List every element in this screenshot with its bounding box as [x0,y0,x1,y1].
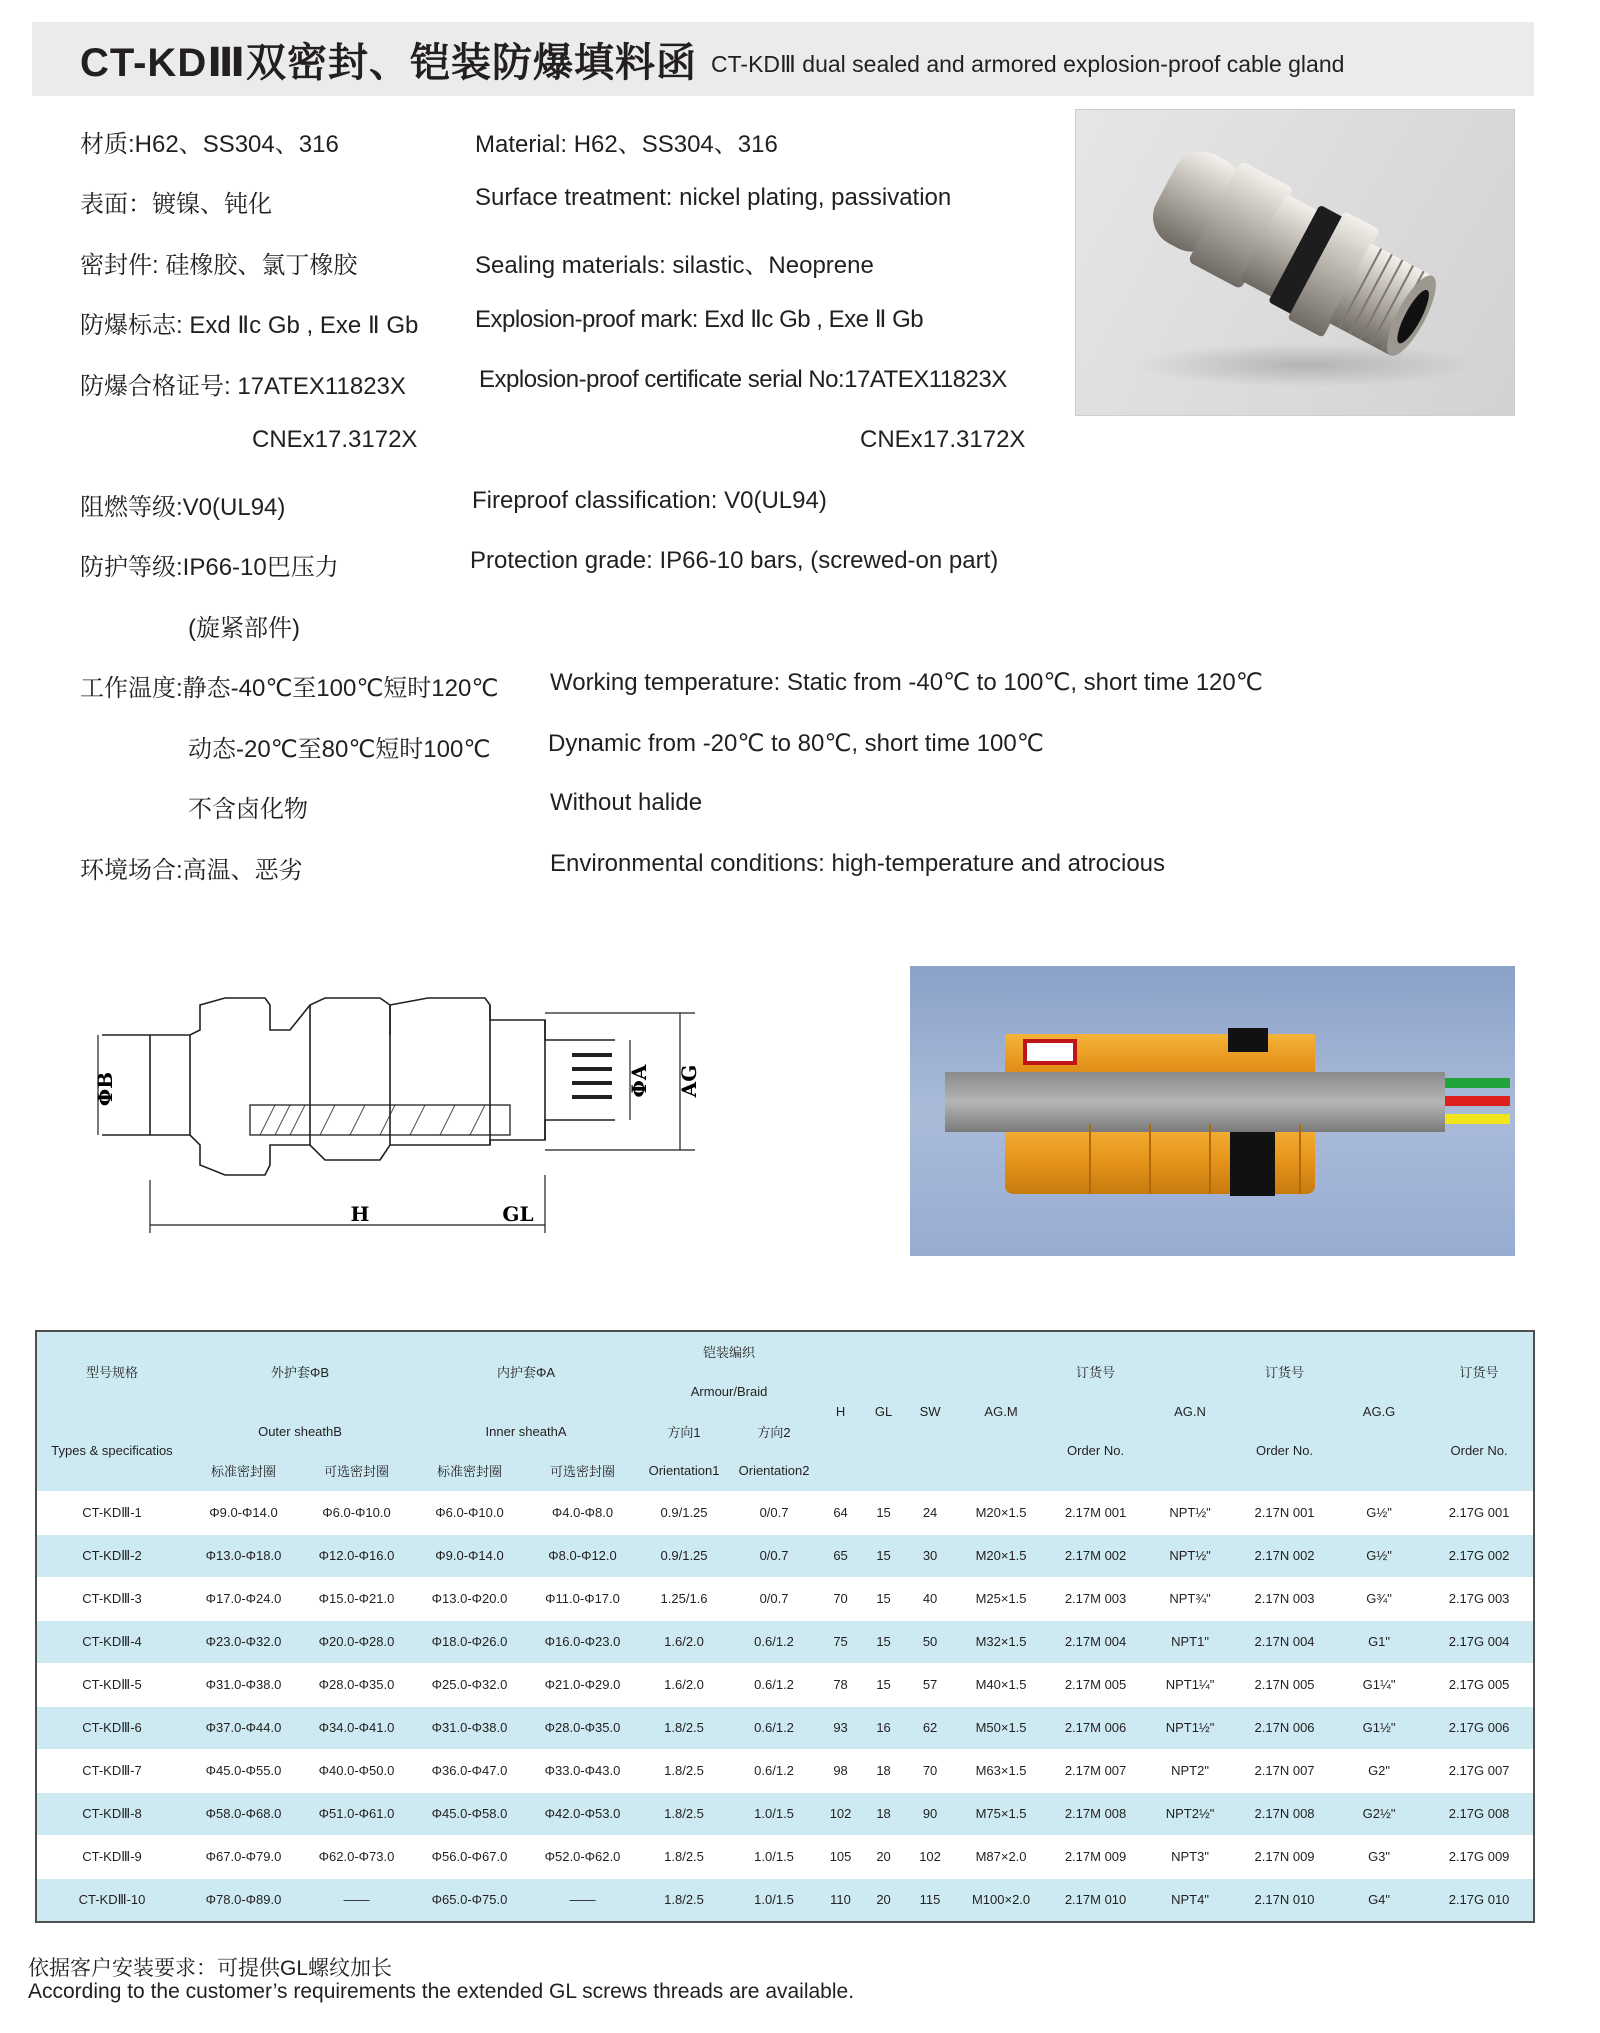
cell-inner-std: Φ36.0-Φ47.0 [413,1749,526,1792]
cell-h: 105 [819,1835,862,1878]
th-dir2-cn: 方向2 [729,1411,819,1451]
spec-cn-temp-dynamic: 动态-20℃至80℃短时100℃ [188,736,491,763]
cell-inner-opt: Φ42.0-Φ53.0 [526,1792,639,1835]
cell-ag-n: NPT1" [1144,1620,1236,1663]
cell-ag-n: NPT1¼" [1144,1663,1236,1706]
product-photo [1075,109,1515,416]
dimension-drawing [90,985,800,1235]
spec-en-certificate: Explosion-proof certificate serial No:17ATEX11823X [479,366,1007,393]
cell-dir1: 0.9/1.25 [639,1534,729,1577]
cell-ag-m: M50×1.5 [955,1706,1047,1749]
spec-cn-halide: 不含卤化物 [188,796,308,823]
cell-order-m: 2.17M 007 [1047,1749,1144,1792]
cell-ag-m: M20×1.5 [955,1491,1047,1534]
spec-en-fireproof: Fireproof classification: V0(UL94) [472,487,827,514]
cell-ag-m: M100×2.0 [955,1878,1047,1922]
cell-inner-opt: Φ28.0-Φ35.0 [526,1706,639,1749]
cell-outer-opt: Φ20.0-Φ28.0 [300,1620,413,1663]
cell-dir2: 1.0/1.5 [729,1835,819,1878]
table-row [36,1620,1534,1663]
cell-inner-opt: —— [526,1878,639,1922]
cell-gl: 15 [862,1577,905,1620]
cell-sw: 50 [905,1620,955,1663]
cell-gl: 16 [862,1706,905,1749]
cell-type: CT-KDⅢ-3 [36,1577,187,1620]
spec-en-ex-mark: Explosion-proof mark: Exd Ⅱc Gb , Exe Ⅱ Gb [475,306,924,333]
cell-inner-opt: Φ8.0-Φ12.0 [526,1534,639,1577]
cell-outer-opt: Φ62.0-Φ73.0 [300,1835,413,1878]
spec-en-halide: Without halide [550,789,703,816]
table-row [36,1663,1534,1706]
cell-sw: 40 [905,1577,955,1620]
cell-outer-std: Φ58.0-Φ68.0 [187,1792,300,1835]
cell-gl: 18 [862,1749,905,1792]
cell-type: CT-KDⅢ-9 [36,1835,187,1878]
cell-ag-n: NPT4" [1144,1878,1236,1922]
spec-cn-ex-mark: 防爆标志: Exd Ⅱc Gb , Exe Ⅱ Gb [80,312,419,339]
cell-order-m: 2.17M 003 [1047,1577,1144,1620]
cell-ag-g: G1½" [1333,1706,1425,1749]
cell-dir2: 1.0/1.5 [729,1878,819,1922]
cell-type: CT-KDⅢ-6 [36,1706,187,1749]
spec-en-temp-static: Working temperature: Static from -40℃ to 100℃, short time 120℃ [550,669,1263,696]
th-order-g-en: Order No. [1425,1411,1534,1491]
spec-en-env: Environmental conditions: high-temperature and atrocious [550,850,1166,877]
cell-inner-opt: Φ21.0-Φ29.0 [526,1663,639,1706]
cell-order-g: 2.17G 002 [1425,1534,1534,1577]
footer-cn: 依据客户安装要求：可提供GL螺纹加长 [28,1957,393,1980]
th-order-n-cn: 订货号 [1236,1331,1333,1411]
cell-ag-n: NPT2" [1144,1749,1236,1792]
cell-inner-std: Φ56.0-Φ67.0 [413,1835,526,1878]
cell-dir1: 1.8/2.5 [639,1706,729,1749]
cutaway-illustration [910,966,1515,1256]
spec-en-surface: Surface treatment: nickel plating, passivation [475,184,952,211]
cell-dir2: 1.0/1.5 [729,1792,819,1835]
cell-dir2: 0/0.7 [729,1534,819,1577]
cell-dir2: 0.6/1.2 [729,1663,819,1706]
cell-inner-std: Φ45.0-Φ58.0 [413,1792,526,1835]
label-h: H [350,1202,370,1226]
spec-table-body [36,1491,1534,1922]
cell-type: CT-KDⅢ-2 [36,1534,187,1577]
cell-gl: 15 [862,1534,905,1577]
cell-dir1: 1.8/2.5 [639,1792,729,1835]
cell-outer-std: Φ17.0-Φ24.0 [187,1577,300,1620]
spec-cn-protection-2: (旋紧部件) [188,615,300,642]
table-row [36,1835,1534,1878]
cell-outer-std: Φ67.0-Φ79.0 [187,1835,300,1878]
cell-outer-opt: Φ34.0-Φ41.0 [300,1706,413,1749]
cell-ag-g: G4" [1333,1878,1425,1922]
cell-ag-m: M25×1.5 [955,1577,1047,1620]
cell-outer-std: Φ78.0-Φ89.0 [187,1878,300,1922]
cell-inner-opt: Φ33.0-Φ43.0 [526,1749,639,1792]
cell-order-n: 2.17N 008 [1236,1792,1333,1835]
cell-type: CT-KDⅢ-1 [36,1491,187,1534]
cell-outer-opt: Φ51.0-Φ61.0 [300,1792,413,1835]
th-inner-en: Inner sheathA [413,1411,639,1451]
cell-inner-std: Φ13.0-Φ20.0 [413,1577,526,1620]
cutaway-graphic [910,966,1515,1256]
table-row [36,1749,1534,1792]
cell-h: 65 [819,1534,862,1577]
cell-order-g: 2.17G 010 [1425,1878,1534,1922]
spec-cn-material: 材质:H62、SS304、316 [80,131,339,158]
cell-order-n: 2.17N 007 [1236,1749,1333,1792]
th-inner-std: 标准密封圈 [413,1451,526,1491]
cell-order-m: 2.17M 002 [1047,1534,1144,1577]
title-cn: CT-KDⅢ双密封、铠装防爆填料函 [80,40,698,85]
cell-type: CT-KDⅢ-4 [36,1620,187,1663]
th-ag-m: AG.M [955,1331,1047,1491]
cell-dir2: 0/0.7 [729,1491,819,1534]
cell-order-m: 2.17M 001 [1047,1491,1144,1534]
cell-sw: 70 [905,1749,955,1792]
table-row [36,1534,1534,1577]
cell-ag-m: M63×1.5 [955,1749,1047,1792]
cell-h: 70 [819,1577,862,1620]
cell-inner-opt: Φ52.0-Φ62.0 [526,1835,639,1878]
cell-ag-m: M40×1.5 [955,1663,1047,1706]
cell-h: 78 [819,1663,862,1706]
th-dir1-en: Orientation1 [639,1451,729,1491]
cell-order-n: 2.17N 003 [1236,1577,1333,1620]
spec-cn-certificate: 防爆合格证号: 17ATEX11823X [80,373,406,400]
cell-outer-opt: —— [300,1878,413,1922]
cell-outer-opt: Φ6.0-Φ10.0 [300,1491,413,1534]
cell-type: CT-KDⅢ-7 [36,1749,187,1792]
cell-order-m: 2.17M 008 [1047,1792,1144,1835]
cell-order-g: 2.17G 004 [1425,1620,1534,1663]
cell-gl: 15 [862,1491,905,1534]
spec-cn-temp-static: 工作温度:静态-40℃至100℃短时120℃ [80,675,499,702]
th-inner-cn: 内护套ΦA [413,1331,639,1411]
cell-order-g: 2.17G 001 [1425,1491,1534,1534]
th-outer-cn: 外护套ΦB [187,1331,413,1411]
cell-ag-g: G¾" [1333,1577,1425,1620]
cell-type: CT-KDⅢ-8 [36,1792,187,1835]
cell-gl: 15 [862,1620,905,1663]
label-phi-b: ΦB [93,1071,117,1107]
cell-dir1: 0.9/1.25 [639,1491,729,1534]
cell-order-m: 2.17M 010 [1047,1878,1144,1922]
cell-inner-opt: Φ11.0-Φ17.0 [526,1577,639,1620]
cell-gl: 20 [862,1878,905,1922]
cell-dir2: 0.6/1.2 [729,1749,819,1792]
title-bar [32,22,1534,96]
cell-type: CT-KDⅢ-5 [36,1663,187,1706]
cell-order-m: 2.17M 005 [1047,1663,1144,1706]
spec-en-certificate-2: CNEx17.3172X [860,426,1026,453]
label-gl: GL [502,1202,534,1226]
spec-en-temp-dynamic: Dynamic from -20℃ to 80℃, short time 100℃ [548,730,1044,757]
cell-ag-g: G2" [1333,1749,1425,1792]
spec-cn-protection: 防护等级:IP66-10巴压力 [80,554,339,581]
cell-outer-opt: Φ28.0-Φ35.0 [300,1663,413,1706]
cell-ag-m: M20×1.5 [955,1534,1047,1577]
cell-order-n: 2.17N 004 [1236,1620,1333,1663]
cell-sw: 57 [905,1663,955,1706]
cell-gl: 15 [862,1663,905,1706]
spec-table [35,1330,1535,1923]
cell-ag-m: M75×1.5 [955,1792,1047,1835]
cell-ag-n: NPT¾" [1144,1577,1236,1620]
cell-order-m: 2.17M 009 [1047,1835,1144,1878]
cell-ag-g: G3" [1333,1835,1425,1878]
th-armour-en: Armour/Braid [639,1371,819,1411]
cell-order-g: 2.17G 009 [1425,1835,1534,1878]
cell-order-n: 2.17N 001 [1236,1491,1333,1534]
th-order-n-en: Order No. [1236,1411,1333,1491]
cell-outer-std: Φ37.0-Φ44.0 [187,1706,300,1749]
cell-outer-opt: Φ15.0-Φ21.0 [300,1577,413,1620]
th-dir1-cn: 方向1 [639,1411,729,1451]
spec-cn-certificate-2: CNEx17.3172X [252,426,418,453]
table-row [36,1706,1534,1749]
th-outer-std: 标准密封圈 [187,1451,300,1491]
cell-gl: 18 [862,1792,905,1835]
label-phi-a: ΦA [627,1064,651,1098]
th-order-g-cn: 订货号 [1425,1331,1534,1411]
cell-type: CT-KDⅢ-10 [36,1878,187,1922]
th-h: H [819,1331,862,1491]
cell-order-n: 2.17N 006 [1236,1706,1333,1749]
footer-en: According to the customer’s requirements the extended GL screws threads are available. [28,1980,855,2003]
th-armour-cn: 铠装编织 [639,1331,819,1371]
spec-cn-fireproof: 阻燃等级:V0(UL94) [80,494,286,521]
th-types-en: Types & specificatios [36,1411,187,1491]
cell-ag-g: G1" [1333,1620,1425,1663]
cell-dir1: 1.25/1.6 [639,1577,729,1620]
cell-h: 64 [819,1491,862,1534]
cell-dir1: 1.8/2.5 [639,1878,729,1922]
cell-outer-std: Φ31.0-Φ38.0 [187,1663,300,1706]
cell-inner-opt: Φ4.0-Φ8.0 [526,1491,639,1534]
cell-h: 110 [819,1878,862,1922]
cell-order-m: 2.17M 004 [1047,1620,1144,1663]
cell-sw: 30 [905,1534,955,1577]
cell-h: 98 [819,1749,862,1792]
cell-outer-opt: Φ12.0-Φ16.0 [300,1534,413,1577]
cell-ag-g: G1¼" [1333,1663,1425,1706]
dimension-drawing-graphic [90,985,800,1235]
th-gl: GL [862,1331,905,1491]
cell-ag-m: M32×1.5 [955,1620,1047,1663]
cell-order-n: 2.17N 010 [1236,1878,1333,1922]
cell-inner-std: Φ31.0-Φ38.0 [413,1706,526,1749]
cell-inner-std: Φ25.0-Φ32.0 [413,1663,526,1706]
cell-ag-g: G2½" [1333,1792,1425,1835]
table-row [36,1577,1534,1620]
cell-dir2: 0.6/1.2 [729,1706,819,1749]
cell-inner-std: Φ65.0-Φ75.0 [413,1878,526,1922]
cell-order-g: 2.17G 006 [1425,1706,1534,1749]
cell-outer-std: Φ9.0-Φ14.0 [187,1491,300,1534]
cell-dir2: 0.6/1.2 [729,1620,819,1663]
cell-order-g: 2.17G 003 [1425,1577,1534,1620]
cell-sw: 90 [905,1792,955,1835]
spec-en-material: Material: H62、SS304、316 [475,131,778,158]
cell-inner-std: Φ18.0-Φ26.0 [413,1620,526,1663]
spec-cn-surface: 表面：镀镍、钝化 [80,191,272,218]
cell-h: 75 [819,1620,862,1663]
cell-order-n: 2.17N 009 [1236,1835,1333,1878]
cell-inner-opt: Φ16.0-Φ23.0 [526,1620,639,1663]
cell-inner-std: Φ9.0-Φ14.0 [413,1534,526,1577]
cell-order-n: 2.17N 002 [1236,1534,1333,1577]
cell-order-g: 2.17G 007 [1425,1749,1534,1792]
cell-dir2: 0/0.7 [729,1577,819,1620]
cell-sw: 102 [905,1835,955,1878]
cell-order-g: 2.17G 008 [1425,1792,1534,1835]
label-ag: AG [677,1064,701,1098]
cell-outer-std: Φ45.0-Φ55.0 [187,1749,300,1792]
cell-dir1: 1.6/2.0 [639,1663,729,1706]
cell-h: 102 [819,1792,862,1835]
th-dir2-en: Orientation2 [729,1451,819,1491]
cell-ag-n: NPT2½" [1144,1792,1236,1835]
cell-outer-opt: Φ40.0-Φ50.0 [300,1749,413,1792]
spec-cn-env: 环境场合:高温、恶劣 [80,857,303,884]
th-sw: SW [905,1331,955,1491]
cable-gland-photo-graphic [1076,110,1514,415]
spec-en-sealing: Sealing materials: silastic、Neoprene [475,252,874,279]
cell-order-m: 2.17M 006 [1047,1706,1144,1749]
title-en: CT-KDⅢ dual sealed and armored explosion-proof cable gland [711,50,1345,77]
cell-order-n: 2.17N 005 [1236,1663,1333,1706]
table-row [36,1792,1534,1835]
th-inner-opt: 可选密封圈 [526,1451,639,1491]
cell-sw: 24 [905,1491,955,1534]
cell-sw: 62 [905,1706,955,1749]
cell-outer-std: Φ13.0-Φ18.0 [187,1534,300,1577]
table-row [36,1878,1534,1922]
cell-dir1: 1.8/2.5 [639,1835,729,1878]
cell-inner-std: Φ6.0-Φ10.0 [413,1491,526,1534]
cell-ag-g: G½" [1333,1534,1425,1577]
cell-ag-n: NPT½" [1144,1491,1236,1534]
th-types-cn: 型号规格 [36,1331,187,1411]
cell-ag-n: NPT1½" [1144,1706,1236,1749]
cell-ag-g: G½" [1333,1491,1425,1534]
cell-dir1: 1.6/2.0 [639,1620,729,1663]
spec-en-protection: Protection grade: IP66-10 bars, (screwed-on part) [470,547,999,574]
cell-ag-m: M87×2.0 [955,1835,1047,1878]
cell-outer-std: Φ23.0-Φ32.0 [187,1620,300,1663]
th-ag-n: AG.N [1144,1331,1236,1491]
cell-sw: 115 [905,1878,955,1922]
cell-ag-n: NPT3" [1144,1835,1236,1878]
th-order-m-cn: 订货号 [1047,1331,1144,1411]
th-outer-opt: 可选密封圈 [300,1451,413,1491]
th-ag-g: AG.G [1333,1331,1425,1491]
table-row [36,1491,1534,1534]
cell-gl: 20 [862,1835,905,1878]
spec-cn-sealing: 密封件: 硅橡胶、氯丁橡胶 [80,252,358,279]
cell-ag-n: NPT½" [1144,1534,1236,1577]
cell-order-g: 2.17G 005 [1425,1663,1534,1706]
th-order-m-en: Order No. [1047,1411,1144,1491]
cell-dir1: 1.8/2.5 [639,1749,729,1792]
th-outer-en: Outer sheathB [187,1411,413,1451]
cell-h: 93 [819,1706,862,1749]
